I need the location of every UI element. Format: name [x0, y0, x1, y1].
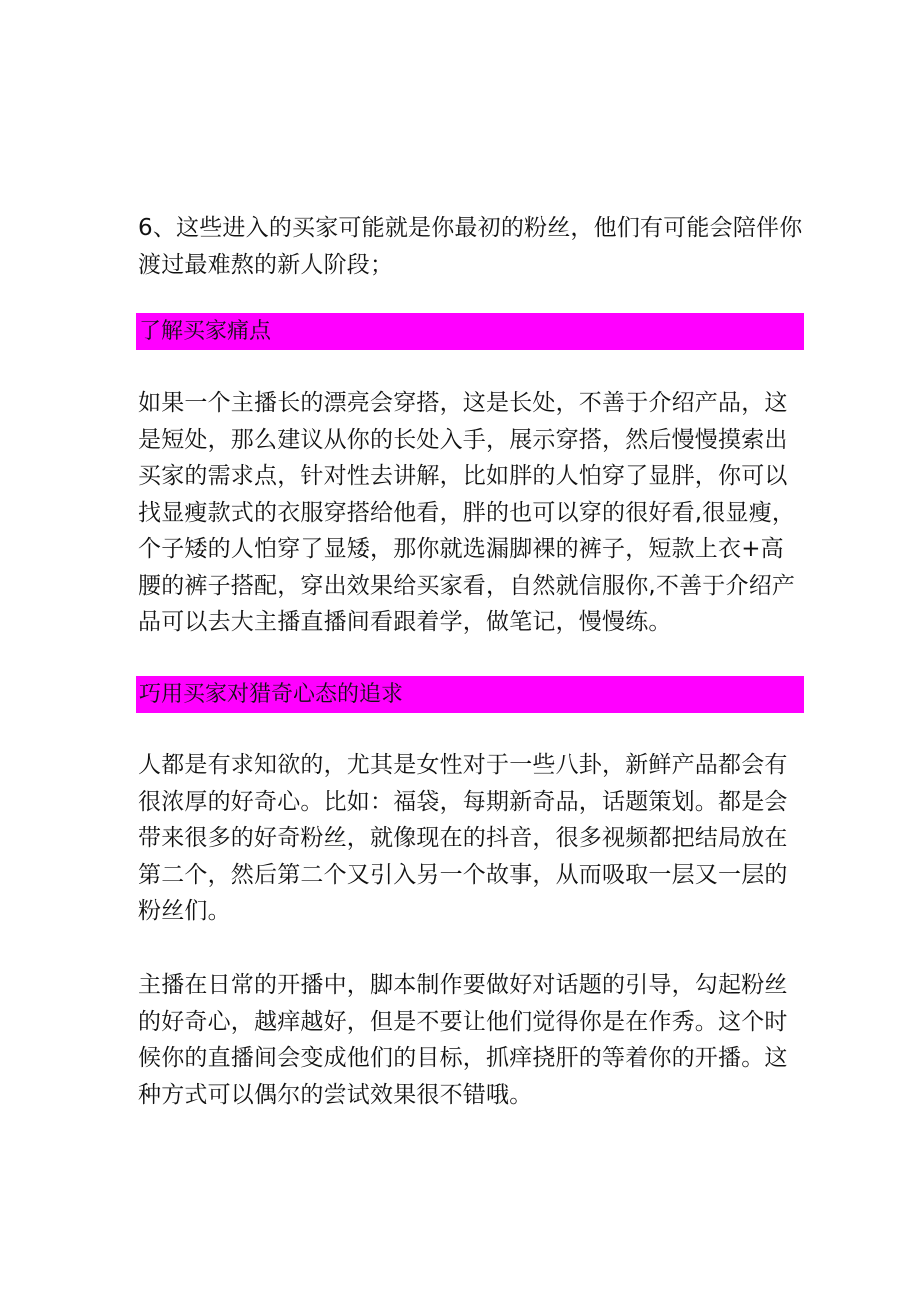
paragraph-buyer-pain-points: 如果一个主播长的漂亮会穿搭，这是长处，不善于介绍产品，这是短处，那么建议从你的长处入手，展示穿搭，然后慢慢摸索出买家的需求点，针对性去讲解，比如胖的人怕穿了显胖，你可以找显瘦款式的衣服穿搭给他看，胖的也可以穿的很好看,很显瘦，个子矮的人怕穿了显矮，那你就选漏脚裸的裤子，短款上衣+高腰的裤子搭配，穿出效果给买家看，自然就信服你,不善于介绍产品可以去大主播直播间看跟着学，做笔记，慢慢练。 [138, 390, 796, 635]
intro-paragraph: 6、这些进入的买家可能就是你最初的粉丝，他们有可能会陪伴你渡过最难熬的新人阶段； [138, 215, 803, 278]
section-heading-buyer-pain-points: 了解买家痛点 [136, 313, 804, 350]
paragraph-curiosity: 人都是有求知欲的，尤其是女性对于一些八卦，新鲜产品都会有很浓厚的好奇心。比如：福袋，每期新奇品，话题策划。都是会带来很多的好奇粉丝，就像现在的抖音，很多视频都把结局放在第二个，然后第二个又引入另一个故事，从而吸取一层又一层的粉丝们。 [138, 752, 788, 924]
section-heading-curiosity: 巧用买家对猎奇心态的追求 [136, 676, 804, 713]
paragraph-live-script: 主播在日常的开播中，脚本制作要做好对话题的引导，勾起粉丝的好奇心，越痒越好，但是不要让他们觉得你是在作秀。这个时候你的直播间会变成他们的目标，抓痒挠肝的等着你的开播。这种方式可以偶尔的尝试效果很不错哦。 [138, 972, 788, 1108]
